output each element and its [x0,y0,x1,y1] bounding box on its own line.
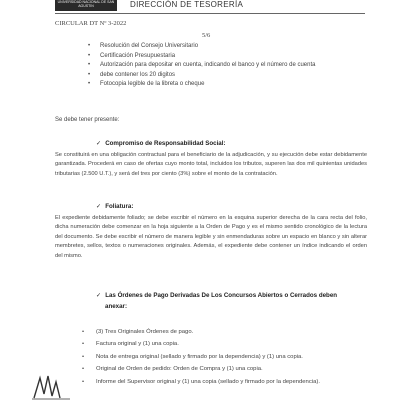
section-title-text: Foliatura: [105,203,134,210]
page-number: 5/6 [202,32,211,39]
paragraph-compromiso: Se constituirá en una obligación contractual para el beneficiario de la adjudicación, y su ejecución debe estar debidamente garantizada. Procederá en caso de ofertas cuyo monto total, incluidos los tributos, superen las dos mil quinientas unidades tributarias (2.500 U.T.), y será del tres por ciento (3%) sobre el monto de la contratación. [55,152,367,177]
list-item: • Nota de entrega original (sellado y firmado por la dependencia) y (1) una copia. [82,351,372,363]
section-title-compromiso [96,140,226,147]
paragraph-foliatura: El expediente debidamente foliado; se debe escribir el número en la esquina superior derecha de la cara recta del folio, dicha numeración debe comenzar en la hoja siguiente a la Orden de Pago y es el mismo sentido cronológico de la lectura del documento. Se debe escribir el número de manera legible y sin enmendaduras sobre un espacio en blanco y sin alterar membretes, sellos, textos o numeraciones originales. Además, el expediente debe contener un índice indicando el orden del mismo. [55,215,367,259]
ordenes-list [82,326,372,388]
checkmark-icon: ✓ [96,203,102,210]
section-title-ordenes [96,292,371,299]
list-item: • Informe del Supervisor original y (1) una copia (sellado y firmado por la dependencia). [82,376,372,388]
checkmark-icon: ✓ [96,140,102,147]
section-title-ordenes-line2: anexar: [105,303,128,310]
signature-mark [30,372,76,400]
header-title: DIRECCIÓN DE TESORERÍA [130,0,244,9]
intro-text: Se debe tener presente: [55,117,120,123]
circular-number: CIRCULAR DT Nº 3-2022 [55,20,127,27]
list-item: • (3) Tres Originales Órdenes de pago. [82,326,372,338]
section-title-foliatura [96,203,133,210]
section-title-text: Compromiso de Responsabilidad Social: [105,140,226,147]
list-item: • Factura original y (1) una copia. [82,338,372,350]
list-item: • Certificación Presupuestaria [88,52,368,62]
requirements-list [88,42,368,90]
section-title-text: Las Órdenes de Pago Derivadas De Los Concursos Abiertos o Cerrados deben [105,292,338,299]
list-item: • debe contener los 20 digitos [88,71,368,81]
list-item: • Fotocopia legible de la libreta o cheque [88,80,368,90]
list-item: • Autorización para depositar en cuenta, indicando el banco y el número de cuenta [88,61,368,71]
university-logo: UNIVERSIDAD NACIONAL DE SAN AGUSTIN [55,0,117,11]
checkmark-icon: ✓ [96,292,102,299]
header-rule [55,13,365,14]
list-item: • Resolución del Consejo Universitario [88,42,368,52]
list-item: • Original de Orden de pedido: Orden de Compra y (1) una copia. [82,363,372,375]
page-header [0,0,400,14]
